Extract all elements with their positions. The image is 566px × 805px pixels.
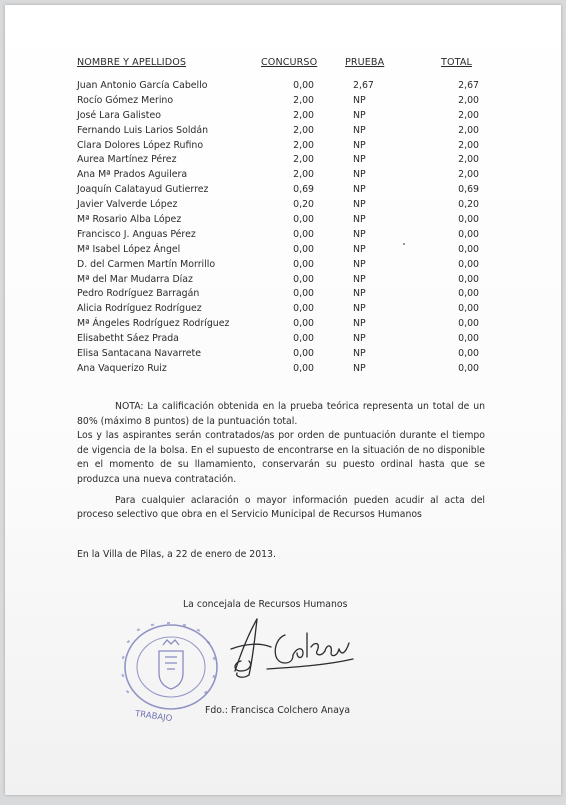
cell-total: 2,00	[458, 169, 479, 181]
table-row	[77, 333, 487, 348]
cell-total: 0,00	[458, 214, 479, 226]
table-row	[77, 80, 487, 95]
cell-prueba: NP	[353, 184, 366, 196]
cell-prueba: NP	[353, 109, 366, 121]
table-row	[77, 214, 487, 229]
table-row	[77, 318, 487, 333]
table-row	[77, 303, 487, 318]
cell-concurso: 0,00	[293, 214, 314, 226]
cell-total: 2,00	[458, 109, 479, 121]
table-row	[77, 95, 487, 110]
cell-concurso: 0,00	[293, 288, 314, 300]
note-text: NOTA: La calificación obtenida en la prueba teórica representa un total de un 80% (máximo 8 puntos) de la puntuación total.	[77, 401, 485, 427]
cell-name: Fernando Luis Larios Soldán	[77, 124, 209, 136]
cell-concurso: 2,00	[293, 94, 314, 106]
cell-total: 0,00	[458, 243, 479, 255]
signer-role: La concejala de Recursos Humanos	[183, 599, 348, 610]
place-date: En la Villa de Pilas, a 22 de enero de 2013.	[77, 549, 276, 560]
cell-total: 2,00	[458, 139, 479, 151]
cell-total: 0,00	[458, 348, 479, 360]
cell-prueba: NP	[353, 228, 366, 240]
cell-name: Clara Dolores López Rufino	[77, 139, 204, 151]
table-row	[77, 169, 487, 184]
cell-name: José Lara Galisteo	[77, 109, 161, 121]
table-row	[77, 348, 487, 363]
signed-by: Fdo.: Francisca Colchero Anaya	[205, 705, 351, 716]
table-row	[77, 363, 487, 378]
table-row	[77, 125, 487, 140]
table-row	[77, 199, 487, 214]
table-row	[77, 154, 487, 169]
cell-prueba: NP	[353, 169, 366, 181]
cell-name: Rocío Gómez Merino	[77, 94, 174, 106]
cell-name: Mª del Mar Mudarra Díaz	[77, 273, 193, 285]
cell-concurso: 0,00	[293, 258, 314, 270]
cell-prueba: NP	[353, 273, 366, 285]
cell-concurso: 0,00	[293, 273, 314, 285]
cell-prueba: 2,67	[353, 80, 374, 91]
cell-total: 2,00	[458, 94, 479, 106]
cell-total: 0,00	[458, 333, 479, 345]
cell-concurso: 0,00	[293, 362, 314, 374]
cell-name: Mª Ángeles Rodríguez Rodríguez	[77, 318, 230, 330]
cell-prueba: NP	[353, 199, 366, 211]
cell-total: 0,20	[458, 199, 479, 211]
cell-prueba: NP	[353, 154, 366, 166]
coat-of-arms-icon	[159, 640, 183, 689]
table-row	[77, 259, 487, 274]
cell-total: 0,00	[458, 318, 479, 330]
cell-concurso: 2,00	[293, 169, 314, 181]
header-name: NOMBRE Y APELLIDOS	[77, 57, 187, 68]
cell-concurso: 2,00	[293, 139, 314, 151]
cell-total: 0,00	[458, 273, 479, 285]
cell-total: 0,00	[458, 362, 479, 374]
cell-name: Alicia Rodríguez Rodríguez	[77, 303, 202, 315]
cell-concurso: 0,00	[293, 303, 314, 315]
table-row	[77, 274, 487, 289]
cell-prueba: NP	[353, 303, 366, 315]
cell-name: Pedro Rodríguez Barragán	[77, 288, 200, 300]
header-concurso: CONCURSO	[261, 57, 318, 68]
cell-name: Javier Valverde López	[77, 199, 178, 211]
cell-total: 2,67	[458, 80, 479, 91]
cell-name: D. del Carmen Martín Morrillo	[77, 258, 216, 270]
clarification-text: Para cualquier aclaración o mayor información pueden acudir al acta del proceso selectivo que obra en el Servicio Municipal de Recursos Humanos	[77, 494, 485, 521]
stamp-label: TRABAJO	[134, 709, 173, 725]
cell-prueba: NP	[353, 362, 366, 374]
cell-prueba: NP	[353, 258, 366, 270]
cell-prueba: NP	[353, 348, 366, 360]
cell-prueba: NP	[353, 214, 366, 226]
cell-name: Juan Antonio García Cabello	[77, 80, 208, 91]
cell-name: Joaquín Calatayud Gutierrez	[77, 184, 209, 196]
cell-total: 2,00	[458, 124, 479, 136]
cell-name: Mª Isabel López Ángel	[77, 243, 181, 255]
document-page	[5, 5, 561, 795]
cell-prueba: NP	[353, 333, 366, 345]
cell-concurso: 0,00	[293, 318, 314, 330]
table-header	[77, 57, 487, 73]
cell-name: Ana Mª Prados Aguilera	[77, 169, 188, 181]
handwritten-signature-icon	[227, 613, 357, 683]
cell-concurso: 0,00	[293, 348, 314, 360]
cell-total: 0,00	[458, 303, 479, 315]
cell-concurso: 2,00	[293, 154, 314, 166]
cell-total: 0,69	[458, 184, 479, 196]
notes-section	[77, 400, 485, 523]
table-row	[77, 140, 487, 155]
cell-concurso: 0,00	[293, 228, 314, 240]
table-row	[77, 110, 487, 125]
cell-prueba: NP	[353, 288, 366, 300]
cell-prueba: NP	[353, 94, 366, 106]
cell-concurso: 0,20	[293, 199, 314, 211]
cell-prueba: NP	[353, 318, 366, 330]
cell-name: Elisa Santacana Navarrete	[77, 348, 201, 360]
header-total: TOTAL	[441, 57, 472, 68]
cell-name: Mª Rosario Alba López	[77, 214, 182, 226]
cell-concurso: 0,69	[293, 184, 314, 196]
table-row	[77, 244, 487, 259]
cell-name: Aurea Martínez Pérez	[77, 154, 177, 166]
cell-name: Elisabetht Sáez Prada	[77, 333, 179, 345]
cell-name: Ana Vaquerizo Ruiz	[77, 362, 167, 374]
cell-prueba: NP	[353, 124, 366, 136]
cell-total: 0,00	[458, 258, 479, 270]
cell-total: 2,00	[458, 154, 479, 166]
cell-name: Francisco J. Anguas Pérez	[77, 228, 196, 240]
table-row	[77, 229, 487, 244]
cell-concurso: 0,00	[293, 333, 314, 345]
cell-total: 0,00	[458, 288, 479, 300]
cell-concurso: 0,00	[293, 243, 314, 255]
table-row	[77, 288, 487, 303]
header-prueba: PRUEBA	[345, 57, 385, 68]
cell-concurso: 2,00	[293, 124, 314, 136]
results-table	[77, 80, 487, 378]
cell-concurso: 2,00	[293, 109, 314, 121]
table-row	[77, 184, 487, 199]
cell-concurso: 0,00	[293, 80, 314, 91]
cell-prueba: NP	[353, 139, 366, 151]
cell-total: 0,00	[458, 228, 479, 240]
hiring-text: Los y las aspirantes serán contratados/as por orden de puntuación durante el tiempo de vigencia de la bolsa. En el supuesto de encontrarse en la situación de no disponible en el momento de su llamamiento, conservarán su puesto ordinal hasta que se produzca una nueva contratación.	[77, 430, 485, 485]
scan-speck	[403, 243, 405, 245]
cell-prueba: NP	[353, 243, 366, 255]
